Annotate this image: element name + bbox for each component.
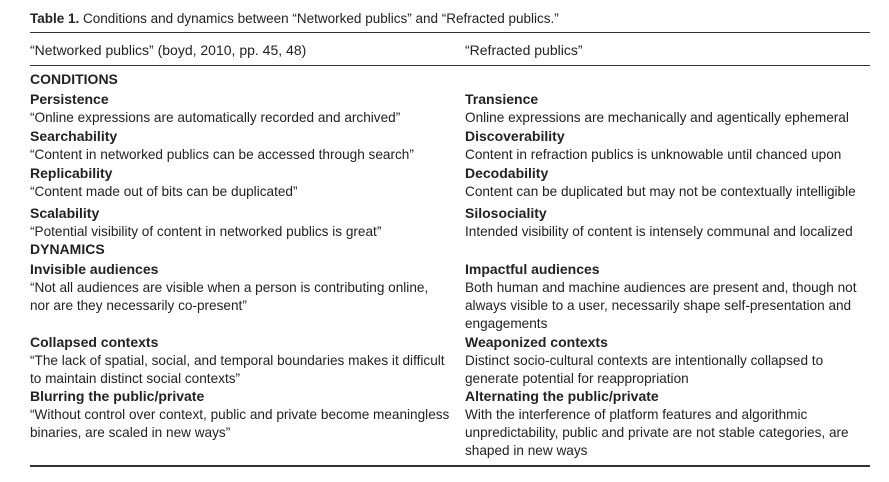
table-row-right — [465, 164, 865, 201]
desc-right: With the interference of platform features and algorithmic unpredictability, public and private are not stable categories, are shaped in new ways — [465, 407, 849, 458]
table-row-right — [465, 333, 865, 388]
desc-right: Content in refraction publics is unknowable until chanced upon — [465, 147, 842, 162]
section-conditions: CONDITIONS — [30, 71, 118, 87]
desc-left: “Online expressions are automatically recorded and archived” — [30, 110, 401, 125]
term-right: Decodability — [465, 165, 549, 181]
table-row-left — [30, 260, 450, 315]
table-row-left — [30, 90, 450, 127]
desc-left: “The lack of spatial, social, and temporal boundaries makes it difficult to maintain distinct social contexts” — [30, 353, 445, 386]
table-row-right — [465, 387, 865, 460]
term-left: Invisible audiences — [30, 261, 159, 277]
desc-right: Online expressions are mechanically and agentically ephemeral — [465, 110, 849, 125]
table-row-right — [465, 90, 865, 127]
term-left: Replicability — [30, 165, 113, 181]
term-right: Silosociality — [465, 205, 547, 221]
term-right: Impactful audiences — [465, 261, 600, 277]
desc-right: Content can be duplicated but may not be contextually intelligible — [465, 184, 856, 199]
desc-right: Intended visibility of content is intensely communal and localized — [465, 224, 853, 239]
term-right: Alternating the public/private — [465, 388, 659, 404]
desc-right: Distinct socio-cultural contexts are intentionally collapsed to generate potential for reappropriation — [465, 353, 824, 386]
term-left: Collapsed contexts — [30, 334, 159, 350]
table-row-left — [30, 204, 450, 241]
table-row-left — [30, 387, 450, 442]
desc-left: “Content made out of bits can be duplicated” — [30, 184, 298, 199]
table-row-left — [30, 333, 450, 388]
table-caption-label: Table 1. — [30, 11, 80, 26]
table-row-right — [465, 204, 865, 241]
term-left: Blurring the public/private — [30, 388, 205, 404]
column-header-networked: “Networked publics” (boyd, 2010, pp. 45, 48) — [30, 42, 307, 58]
table-row-right — [465, 127, 865, 164]
table-row-right — [465, 260, 865, 333]
bottom-rule — [30, 465, 870, 467]
desc-right: Both human and machine audiences are present and, though not always visible to a user, necessarily shape self-presentation and engagements — [465, 280, 857, 331]
top-rule — [30, 32, 870, 33]
term-right: Weaponized contexts — [465, 334, 608, 350]
desc-left: “Content in networked publics can be accessed through search” — [30, 147, 414, 162]
column-header-refracted: “Refracted publics” — [465, 42, 583, 58]
term-right: Discoverability — [465, 128, 565, 144]
desc-left: “Not all audiences are visible when a person is contributing online, nor are they necessarily co-present” — [30, 280, 429, 313]
desc-left: “Potential visibility of content in networked publics is great” — [30, 224, 382, 239]
desc-left: “Without control over context, public and private become meaningless binaries, are scaled in new ways” — [30, 407, 450, 440]
table-row-left — [30, 164, 450, 201]
term-left: Searchability — [30, 128, 118, 144]
table-caption-text: Conditions and dynamics between “Networked publics” and “Refracted publics.” — [83, 11, 559, 26]
term-left: Scalability — [30, 205, 100, 221]
section-dynamics: DYNAMICS — [30, 241, 105, 257]
header-rule — [30, 65, 870, 66]
table-caption — [30, 11, 559, 26]
term-right: Transience — [465, 91, 539, 107]
table-row-left — [30, 127, 450, 164]
term-left: Persistence — [30, 91, 109, 107]
